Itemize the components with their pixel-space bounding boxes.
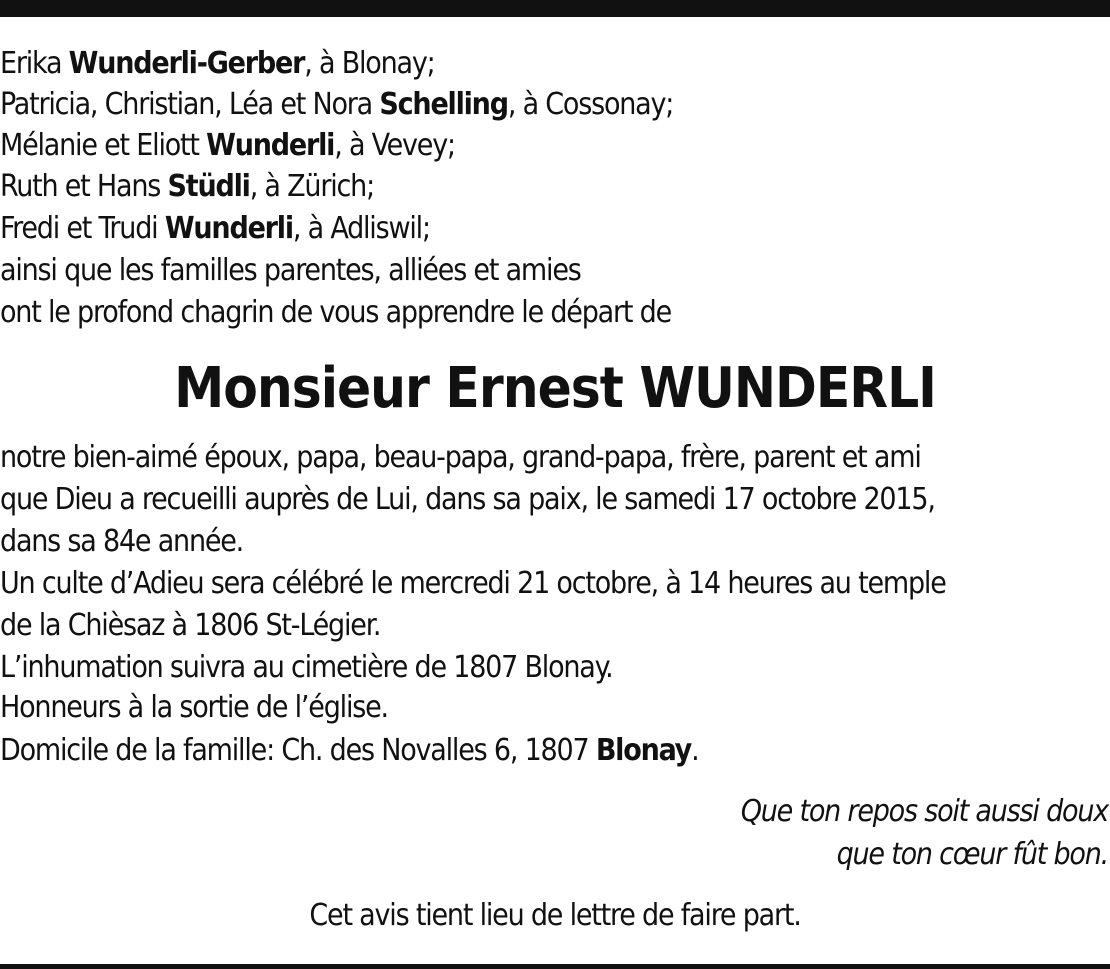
body-line-7: Honneurs à la sortie de l’église.: [0, 690, 388, 725]
body-line-4: Un culte d’Adieu sera célébré le mercredi 21 octobre, à 14 heures au temple: [0, 566, 946, 601]
top-border-rule: [0, 0, 1110, 17]
closing-notice: Cet avis tient lieu de lettre de faire part.: [309, 898, 801, 933]
family-line-3-text: Mélanie et Eliott: [0, 128, 207, 163]
family-line-2: [0, 85, 673, 125]
quote-line-1: Que ton repos soit aussi doux: [740, 794, 1108, 829]
family-line-4-place: , à Zürich;: [249, 169, 374, 204]
domicile-line: [0, 731, 698, 771]
family-line-5: [0, 209, 430, 249]
family-line-3-surname: Wunderli: [206, 128, 335, 163]
body-line-6: L’inhumation suivra au cimetière de 1807 Blonay.: [0, 650, 613, 685]
intro-line-2: ont le profond chagrin de vous apprendre le départ de: [0, 295, 671, 330]
body-line-5: de la Chièsaz à 1806 St-Légier.: [0, 608, 381, 643]
quote-line-2: que ton cœur fût bon.: [836, 837, 1108, 872]
family-line-1-surname: Wunderli-Gerber: [68, 46, 305, 81]
family-line-1: [0, 44, 435, 84]
body-line-2: que Dieu a recueilli auprès de Lui, dans sa paix, le samedi 17 octobre 2015,: [0, 482, 935, 517]
domicile-punctuation: .: [691, 733, 699, 768]
intro-line-1: ainsi que les familles parentes, alliées et amies: [0, 253, 581, 288]
deceased-name-heading: Monsieur Ernest WUNDERLI: [174, 356, 936, 421]
body-line-1: notre bien-aimé époux, papa, beau-papa, grand-papa, frère, parent et ami: [0, 440, 921, 475]
family-line-2-place: , à Cossonay;: [507, 87, 674, 122]
family-line-5-surname: Wunderli: [164, 211, 293, 246]
family-line-4: [0, 167, 374, 207]
family-line-1-place: , à Blonay;: [304, 46, 435, 81]
domicile-town: Blonay: [595, 733, 692, 768]
family-line-5-place: , à Adliswil;: [292, 211, 430, 246]
body-line-3: dans sa 84e année.: [0, 524, 244, 559]
family-line-3-place: , à Vevey;: [334, 128, 455, 163]
bottom-border-rule: [0, 964, 1110, 969]
family-line-2-surname: Schelling: [379, 87, 508, 122]
family-line-4-text: Ruth et Hans: [0, 169, 168, 204]
domicile-text: Domicile de la famille: Ch. des Novalles 6, 1807: [0, 733, 596, 768]
family-line-1-text: Erika: [0, 46, 69, 81]
family-line-3: [0, 126, 455, 166]
family-line-5-text: Fredi et Trudi: [0, 211, 165, 246]
family-line-2-text: Patricia, Christian, Léa et Nora: [0, 87, 380, 122]
family-line-4-surname: Stüdli: [167, 169, 250, 204]
